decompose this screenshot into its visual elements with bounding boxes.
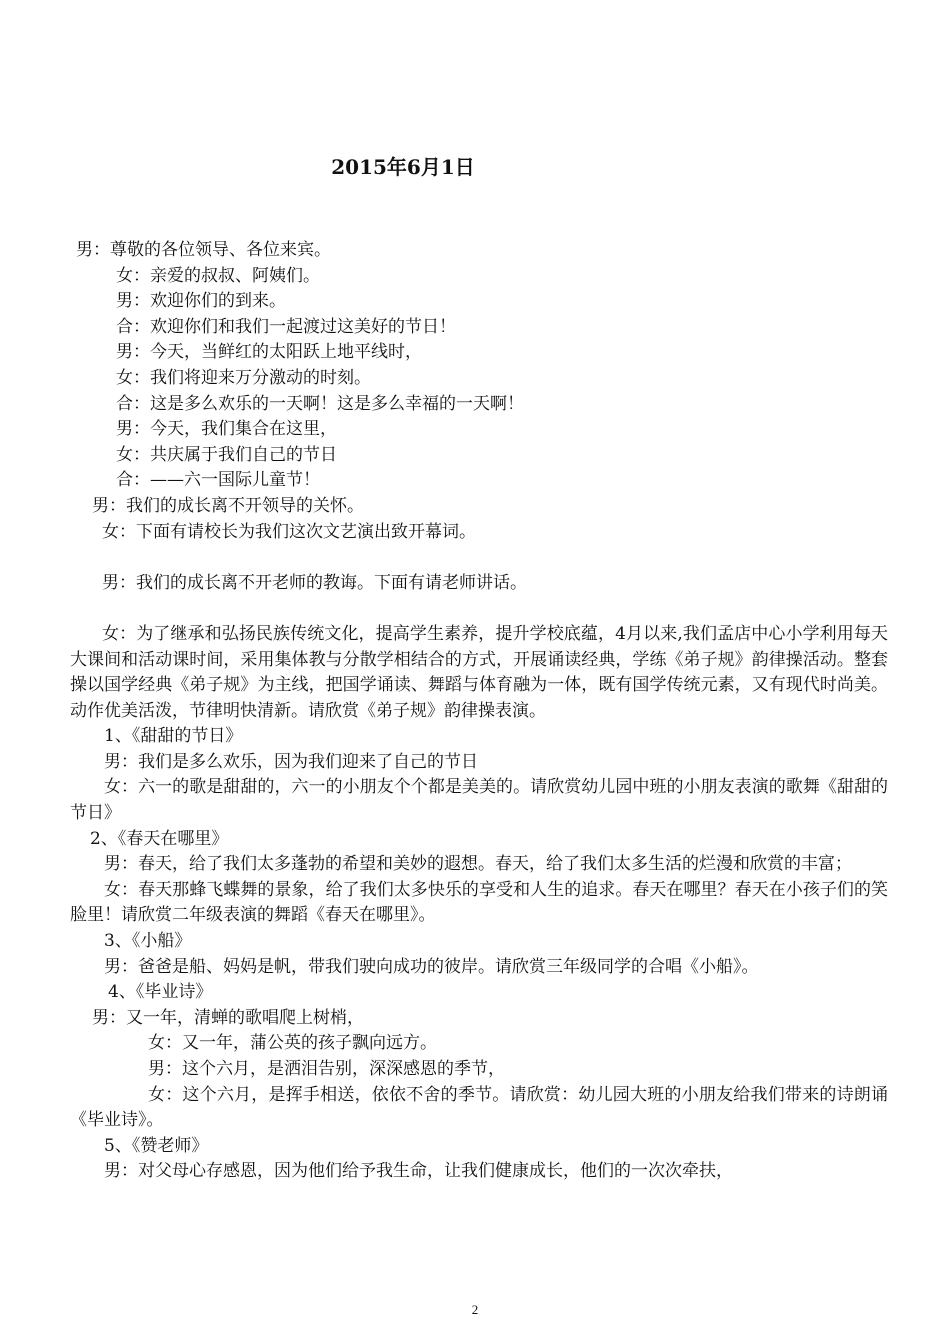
script-line: 男：欢迎你们的到来。	[116, 291, 286, 312]
script-line: 男：今天，当鲜红的太阳跃上地平线时，	[116, 342, 422, 363]
script-line: 男：我们的成长离不开领导的关怀。	[92, 495, 364, 516]
script-line: 男：这个六月，是洒泪告别，深深感恩的季节，	[148, 1059, 505, 1079]
program-heading: 2、《春天在哪里》	[90, 828, 229, 849]
script-line: 男：又一年，清蝉的歌唱爬上树梢，	[92, 1007, 364, 1028]
document-date-title: 2015年6月1日	[331, 155, 475, 179]
program-heading: 5、《赞老师》	[104, 1135, 209, 1156]
blank-line	[70, 545, 888, 571]
script-paragraph: 男：爸爸是船、妈妈是帆，带我们驶向成功的彼岸。请欣赏三年级同学的合唱《小船》。	[104, 956, 759, 977]
script-line: 女：共庆属于我们自己的节日	[116, 444, 337, 465]
script-paragraph: 女：春天那蜂飞蝶舞的景象，给了我们太多快乐的享受和人生的追求。春天在哪里？春天在小孩子们的笑脸里！请欣赏二年级表演的舞蹈《春天在哪里》。	[70, 879, 888, 926]
blank-line	[70, 596, 888, 622]
script-line: 男：对父母心存感恩，因为他们给予我生命，让我们健康成长，他们的一次次牵扶，	[104, 1161, 733, 1182]
program-heading: 1、《甜甜的节日》	[104, 726, 243, 747]
script-line: 合：这是多么欢乐的一天啊！这是多么幸福的一天啊！	[116, 393, 524, 414]
program-heading: 4、《毕业诗》	[108, 982, 213, 1003]
script-paragraph: 女：这个六月，是挥手相送，依依不舍的季节。请欣赏：幼儿园大班的小朋友给我们带来的诗朗诵《毕业诗》。	[70, 1084, 888, 1131]
script-paragraph: 女：六一的歌是甜甜的，六一的小朋友个个都是美美的。请欣赏幼儿园中班的小朋友表演的歌舞《甜甜的节日》	[70, 777, 888, 824]
script-line: 女：又一年，蒲公英的孩子飘向远方。	[148, 1033, 437, 1054]
script-paragraph: 女：为了继承和弘扬民族传统文化，提高学生素养，提升学校底蕴，4月以来,我们孟店中心小学利用每天大课间和活动课时间，采用集体教与分散学相结合的方式，开展诵读经典，学练《弟子规》韵律操活动。整套操以国学经典《弟子规》为主线，把国学诵读、舞蹈与体育融为一体，既有国学传统元素，又有现代时尚美。动作优美活泼，节律明快清新。请欣赏《弟子规》韵律操表演。	[70, 623, 888, 721]
script-line: 合：——六一国际儿童节！	[116, 470, 320, 491]
script-paragraph: 男：春天，给了我们太多蓬勃的希望和美妙的遐想。春天，给了我们太多生活的烂漫和欣赏的丰富；	[104, 854, 852, 875]
script-body	[70, 238, 888, 1185]
script-line: 男：我们的成长离不开老师的教诲。下面有请老师讲话。	[102, 572, 527, 593]
script-line: 女：我们将迎来万分激动的时刻。	[116, 367, 371, 388]
script-line: 女：下面有请校长为我们这次文艺演出致开幕词。	[102, 521, 476, 542]
script-line: 合：欢迎你们和我们一起渡过这美好的节日！	[116, 316, 456, 337]
script-line: 男：我们是多么欢乐，因为我们迎来了自己的节日	[104, 751, 478, 772]
script-line: 男：今天，我们集合在这里，	[116, 419, 337, 440]
script-line: 男：尊敬的各位领导、各位来宾。	[76, 240, 331, 260]
page-number: 2	[471, 1302, 479, 1317]
program-heading: 3、《小船》	[104, 931, 192, 952]
script-line: 女：亲爱的叔叔、阿姨们。	[116, 265, 320, 286]
